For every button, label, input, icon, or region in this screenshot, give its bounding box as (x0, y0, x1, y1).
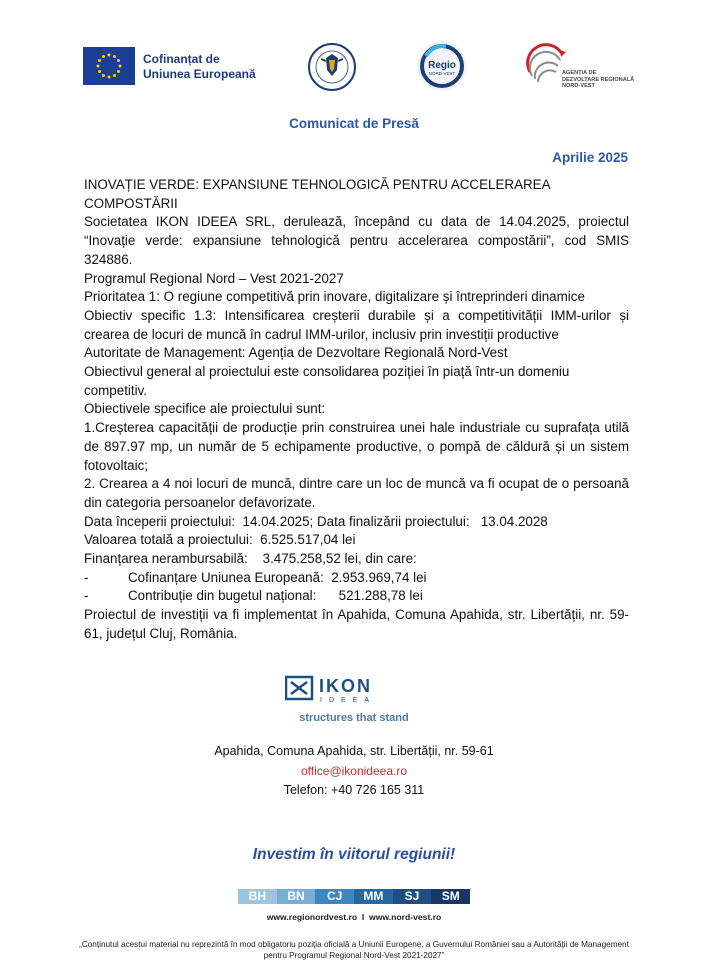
specific-objective-line: Obiectiv specific 1.3: Intensificarea creșterii durabile și a competitivității IMM-urilor și crearea de locuri de muncă în cadrul IMM-urilor, inclusiv prin investiții productive (84, 307, 629, 342)
county-bar (238, 889, 470, 904)
adr-label (562, 70, 634, 90)
logo-sub-text: IDEEA (320, 697, 377, 704)
website-links[interactable]: www.regionordvest.ro I www.nord-vest.ro (266, 912, 442, 922)
regio-badge-icon (416, 40, 468, 92)
implementation-location: Proiectul de investiții va fi implementat în Apahida, Comuna Apahida, str. Libertății, nr. 59-61, județul Cluj, România. (84, 607, 629, 641)
specific-objective-1: 1.Creșterea capacității de producție prin construirea unei hale industriale cu suprafața utilă de 897.97 mp, un număr de 5 echipamente productive, o pompă de căldură și un sistem fotovoltaic; (84, 420, 629, 473)
adr-label-line: NORD-VEST (562, 83, 595, 89)
logo-main-text: IKON (319, 676, 372, 696)
eu-stars-icon (83, 47, 135, 85)
company-address: Apahida, Comuna Apahida, str. Libertății, nr. 59-61 (214, 744, 494, 758)
company-tagline: structures that stand (299, 712, 409, 724)
disclaimer-note: „Conținutul acestui material nu reprezintă în mod obligatoriu poziția oficială a Uniunii Europene, a Guvernului României sau a Autorității de Management pentru Programul Regional Nord-Vest 2021-2027” (79, 940, 629, 960)
region-slogan: Investim în viitorul regiunii! (252, 846, 456, 863)
company-phone: Telefon: +40 726 165 311 (283, 783, 425, 797)
priority-line: Prioritatea 1: O regiune competitivă prin inovare, digitalizare și întreprinderi dinamice (84, 289, 585, 305)
funding-item (84, 569, 629, 588)
eu-cofinancing-amount: Cofinanțare Uniunea Europeană: 2.953.969,74 lei (128, 569, 427, 585)
svg-text:Regio: Regio (428, 60, 456, 71)
eu-cofinancing-label (143, 52, 256, 82)
project-heading: INOVAȚIE VERDE: EXPANSIUNE TEHNOLOGICĂ PENTRU ACCELERAREA COMPOSTĂRII (84, 177, 550, 211)
bullet-dash: - (84, 569, 89, 585)
specific-objectives-title: Obiectivele specifice ale proiectului sunt: (84, 401, 326, 417)
project-dates: Data începerii proiectului: 14.04.2025; Data finalizării proiectului: 13.04.2028 (84, 513, 548, 529)
county-code-mm: MM (354, 889, 393, 904)
press-release-title: Comunicat de Presă (289, 116, 419, 131)
general-objective-line: Obiectivul general al proiectului este consolidarea poziției în piață într-un domeniu competitiv. (84, 364, 570, 398)
county-code-bh: BH (238, 889, 277, 904)
non-refundable-funding: Finanțarea nerambursabilă: 3.475.258,52 lei, din care: (84, 551, 417, 567)
company-email-link[interactable]: office@ikonideea.ro (300, 764, 408, 778)
ikon-ideea-logo (285, 674, 415, 704)
specific-objective-2: 2. Crearea a 4 noi locuri de muncă, dintre care un loc de muncă va fi ocupat de o persoană din categoria persoanelor defavorizate. (84, 476, 629, 510)
eu-flag-logo (83, 47, 135, 85)
romanian-government-logo (307, 42, 357, 92)
county-code-sm: SM (431, 889, 470, 904)
eu-line-1: Cofinanțat de (143, 52, 220, 66)
svg-text:NORD-VEST: NORD-VEST (428, 71, 456, 76)
funding-item (84, 587, 629, 606)
total-value: Valoarea totală a proiectului: 6.525.517,04 lei (84, 532, 356, 548)
county-code-sj: SJ (393, 889, 432, 904)
adr-label-line: AGENȚIA DE (562, 70, 597, 76)
ikon-mark-icon (285, 674, 415, 704)
national-budget-amount: Contribuție din bugetul național: 521.288,78 lei (128, 588, 423, 604)
regio-nord-vest-logo (416, 40, 468, 92)
eu-line-2: Uniunea Europeană (143, 67, 256, 81)
adr-label-line: DEZVOLTARE REGIONALĂ (562, 76, 635, 83)
managing-authority-line: Autoritate de Management: Agenția de Dezvoltare Regională Nord-Vest (84, 345, 508, 361)
program-line: Programul Regional Nord – Vest 2021-2027 (84, 270, 344, 286)
county-code-cj: CJ (315, 889, 354, 904)
government-seal-icon (307, 42, 357, 92)
county-code-bn: BN (277, 889, 316, 904)
press-release-body (84, 176, 629, 644)
bullet-dash: - (84, 588, 89, 604)
intro-paragraph: Societatea IKON IDEEA SRL, derulează, începând cu data de 14.04.2025, proiectul “Inovație verde: expansiune tehnologică pentru accelerarea compostării”, cod SMIS 324886. (84, 214, 629, 267)
press-release-date: Aprilie 2025 (552, 150, 628, 165)
